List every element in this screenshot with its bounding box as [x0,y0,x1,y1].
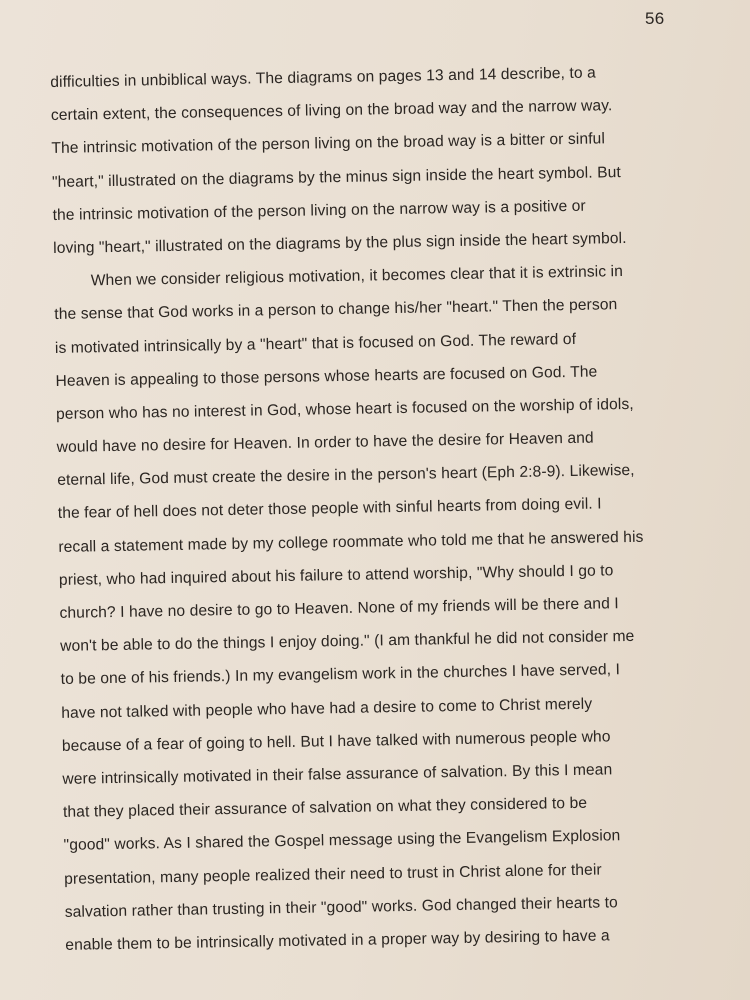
text-line: presentation, many people realized their need to trust in Christ alone for their [64,860,602,888]
text-line: "heart," illustrated on the diagrams by the minus sign inside the heart symbol. But [51,163,621,191]
text-line: have not talked with people who have had a desire to come to Christ merely [61,695,593,722]
body-text [50,54,750,962]
text-line: would have no desire for Heaven. In order to have the desire for Heaven and [56,429,594,457]
text-line: "good" works. As I shared the Gospel message using the Evangelism Explosion [63,827,621,855]
text-line: difficulties in unbiblical ways. The diagrams on pages 13 and 14 describe, to a [50,64,596,91]
text-line: salvation rather than trusting in their "good" works. God changed their hearts to [64,893,618,921]
text-line: is motivated intrinsically by a "heart" that is focused on God. The reward of [54,330,577,357]
text-line: the sense that God works in a person to change his/her "heart." Then the person [54,296,618,324]
text-line: the intrinsic motivation of the person living on the narrow way is a positive or [52,197,586,224]
text-line: church? I have no desire to go to Heaven. None of my friends will be there and I [59,595,619,622]
text-line: The intrinsic motivation of the person living on the broad way is a bitter or sinful [51,130,606,158]
text-line: certain extent, the consequences of living on the broad way and the narrow way. [50,97,613,125]
text-line: because of a fear of going to hell. But I have talked with numerous people who [61,728,611,755]
text-line: eternal life, God must create the desire in the person's heart (Eph 2:8-9). Likewise, [57,462,635,490]
text-line: loving "heart," illustrated on the diagrams by the plus sign inside the heart symbol. [53,229,627,257]
text-line: enable them to be intrinsically motivated in a proper way by desiring to have a [65,927,610,954]
text-line: Heaven is appealing to those persons whose hearts are focused on God. The [55,363,598,390]
text-line: were intrinsically motivated in their false assurance of salvation. By this I mean [62,761,613,788]
text-line: person who has no interest in God, whose heart is focused on the worship of idols, [55,395,634,423]
paragraph-first-line: When we consider religious motivation, it becomes clear that it is extrinsic in [90,263,624,290]
text-line: recall a statement made by my college roommate who told me that he answered his [58,528,644,556]
page-number: 56 [645,9,665,28]
text-line: priest, who had inquired about his failure to attend worship, "Why should I go to [58,562,614,589]
text-line: the fear of hell does not deter those people with sinful hearts from doing evil. I [57,495,602,523]
text-line: that they placed their assurance of salvation on what they considered to be [62,794,588,822]
text-line: to be one of his friends.) In my evangelism work in the churches I have served, I [60,661,621,689]
text-line: won't be able to do the things I enjoy doing." (I am thankful he did not consider me [59,628,635,656]
